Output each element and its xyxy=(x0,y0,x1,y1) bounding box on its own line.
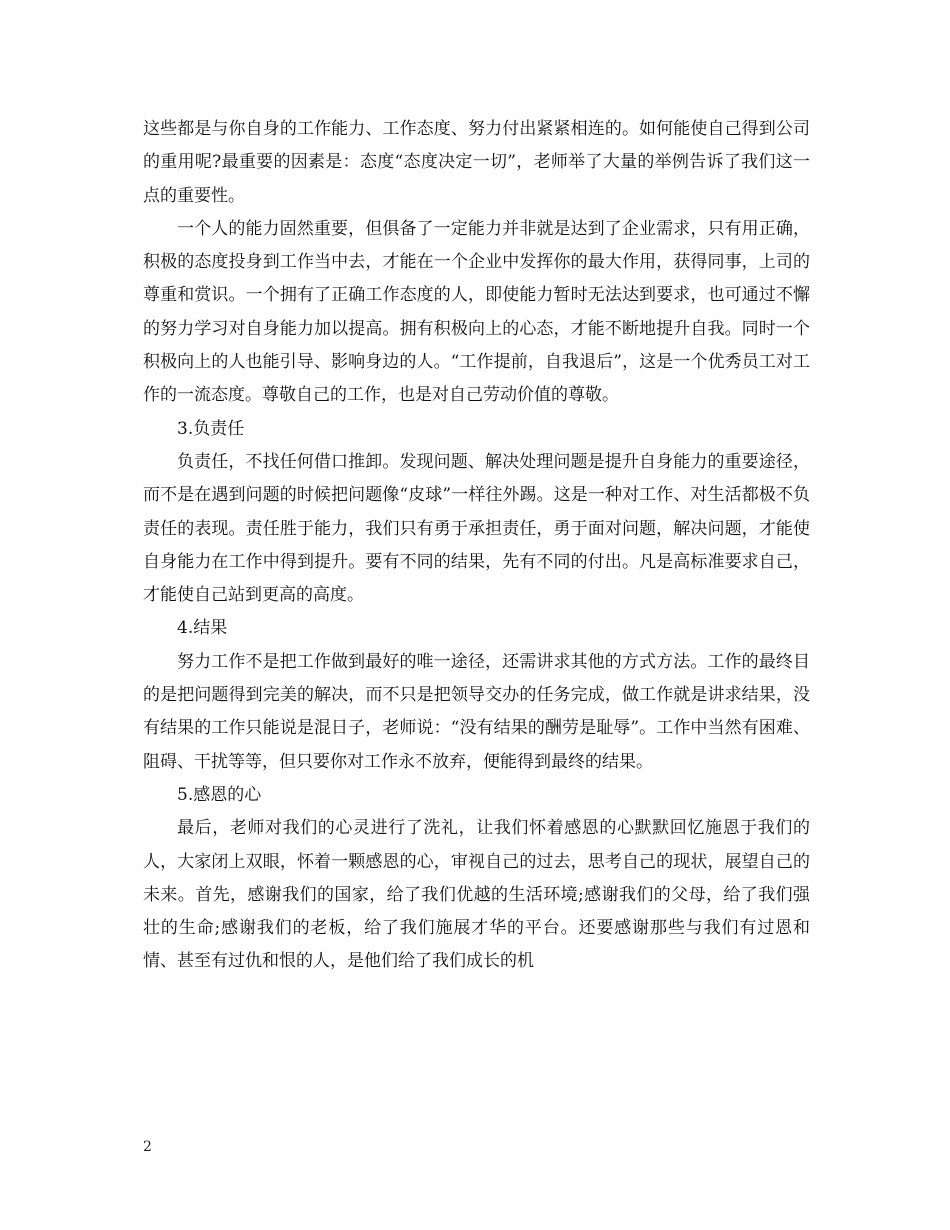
page-number: 2 xyxy=(143,1139,152,1155)
paragraph-gratitude: 最后，老师对我们的心灵进行了洗礼，让我们怀着感恩的心默默回忆施恩于我们的人，大家闭上双眼，怀着一颗感恩的心，审视自己的过去，思考自己的现状，展望自己的未来。首先，感谢我们的国家，给了我们优越的生活环境;感谢我们的父母，给了我们强壮的生命;感谢我们的老板，给了我们施展才华的平台。还要感谢那些与我们有过恩和情、甚至有过仇和恨的人，是他们给了我们成长的机 xyxy=(143,818,810,972)
paragraph-responsibility: 负责任，不找任何借口推卸。发现问题、解决处理问题是提升自身能力的重要途径，而不是在遇到问题的时候把问题像“皮球”一样往外踢。这是一种对工作、对生活都极不负责任的表现。责任胜于能力，我们只有勇于承担责任，勇于面对问题，解决问题，才能使自身能力在工作中得到提升。要有不同的结果，先有不同的付出。凡是高标准要求自己，才能使自己站到更高的高度。 xyxy=(143,451,810,606)
paragraph-intro: 这些都是与你自身的工作能力、工作态度、努力付出紧紧相连的。如何能使自己得到公司的重用呢?最重要的因素是：态度“态度决定一切”，老师举了大量的举例告诉了我们这一点的重要性。 xyxy=(143,119,810,206)
section-heading-responsibility: 3.负责任 xyxy=(177,418,245,439)
paragraph-attitude: 一个人的能力固然重要，但俱备了一定能力并非就是达到了企业需求，只有用正确，积极的态度投身到工作当中去，才能在一个企业中发挥你的最大作用，获得同事，上司的尊重和赏识。一个拥有了正确工作态度的人，即使能力暂时无法达到要求，也可通过不懈的努力学习对自身能力加以提高。拥有积极向上的心态，才能不断地提升自我。同时一个积极向上的人也能引导、影响身边的人。“工作提前，自我退后”，这是一个优秀员工对工作的一流态度。尊敬自己的工作，也是对自己劳动价值的尊敬。 xyxy=(143,218,810,406)
section-heading-result: 4.结果 xyxy=(177,618,228,639)
section-heading-gratitude: 5.感恩的心 xyxy=(177,784,262,805)
document-body xyxy=(143,113,810,979)
paragraph-result: 努力工作不是把工作做到最好的唯一途径，还需讲求其他的方式方法。工作的最终目的是把问题得到完美的解决，而不只是把领导交办的任务完成，做工作就是讲求结果，没有结果的工作只能说是混日子，老师说：“没有结果的酬劳是耻辱”。工作中当然有困难、阻碍、干扰等等，但只要你对工作永不放弃，便能得到最终的结果。 xyxy=(143,651,810,772)
